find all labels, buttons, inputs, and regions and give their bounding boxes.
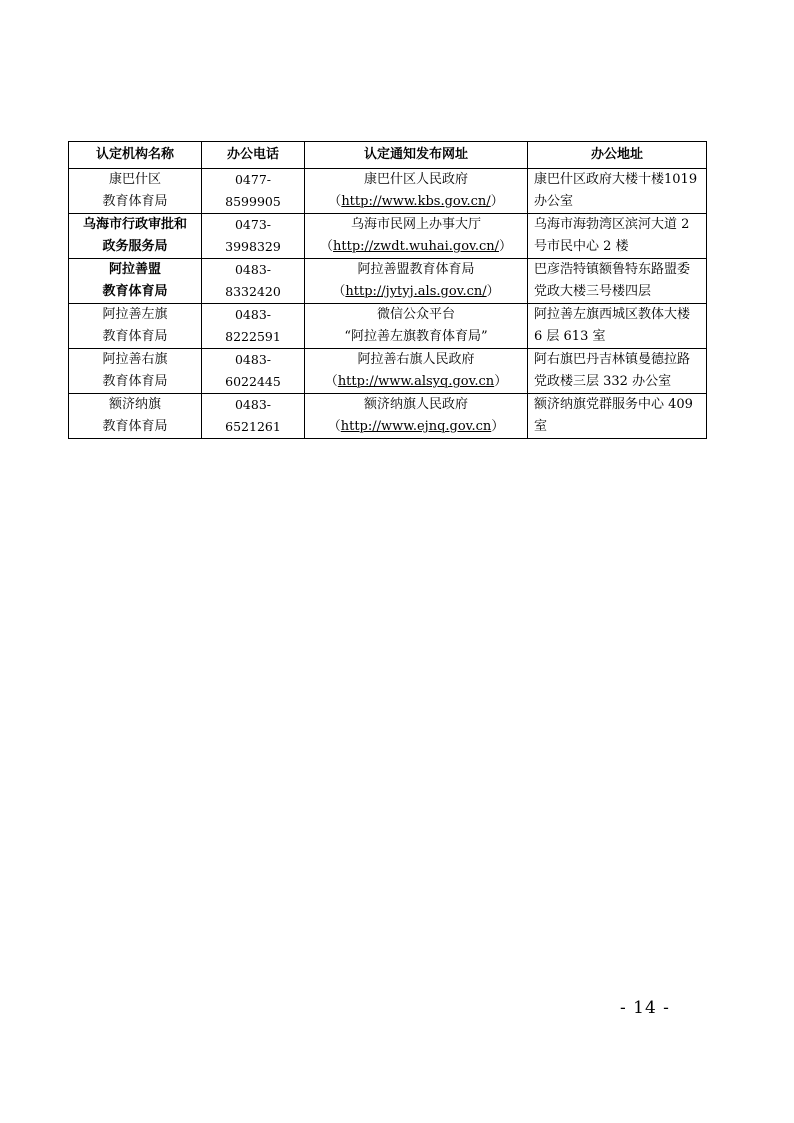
- agency-name-line: 乌海市行政审批和: [82, 217, 187, 232]
- header-notice-url: 认定通知发布网址: [305, 142, 528, 169]
- url-close-paren: ）: [486, 284, 500, 299]
- address-line: 号市民中心 2 楼: [534, 239, 629, 254]
- notice-url-link[interactable]: http://zwdt.wuhai.gov.cn/: [333, 239, 499, 254]
- address-line: 党政楼三层 332 办公室: [534, 374, 672, 389]
- agency-name-cell: [69, 349, 202, 394]
- url-open-paren: （: [320, 239, 334, 254]
- address-line: 额济纳旗党群服务中心 409: [534, 397, 693, 412]
- table-row: [69, 259, 707, 304]
- site-name-label: 微信公众平台: [376, 307, 455, 322]
- notice-url-cell: [305, 304, 528, 349]
- url-line: [311, 326, 521, 348]
- table-row: [69, 214, 707, 259]
- agency-name-line: 阿拉善盟: [108, 262, 161, 277]
- office-phone-cell: 0483-6022445: [202, 349, 305, 394]
- notice-url-link[interactable]: http://jytyj.als.gov.cn/: [345, 284, 487, 299]
- notice-url-cell: [305, 259, 528, 304]
- office-phone-cell: 0473-3998329: [202, 214, 305, 259]
- agency-name-line: 教育体育局: [102, 329, 168, 344]
- address-line: 康巴什区政府大楼十楼1019: [534, 172, 698, 187]
- office-address-cell: [528, 259, 707, 304]
- agency-name-line: 阿拉善右旗: [102, 352, 168, 367]
- address-line: 巴彦浩特镇额鲁特东路盟委: [534, 262, 691, 277]
- site-name-label: 额济纳旗人民政府: [363, 397, 468, 412]
- url-close-paren: ）: [491, 419, 505, 434]
- agency-name-line: 康巴什区: [108, 172, 161, 187]
- url-close-paren: ）: [490, 194, 504, 209]
- agency-name-cell: [69, 259, 202, 304]
- table-row: [69, 169, 707, 214]
- agency-name-line: 教育体育局: [102, 284, 168, 299]
- site-name-label: 阿拉善右旗人民政府: [357, 352, 475, 367]
- office-address-cell: [528, 394, 707, 439]
- office-address-cell: [528, 169, 707, 214]
- agency-name-cell: [69, 214, 202, 259]
- url-line: [311, 371, 521, 393]
- agency-name-line: 额济纳旗: [108, 397, 161, 412]
- url-line: [311, 236, 521, 258]
- address-line: 乌海市海勃湾区滨河大道 2: [534, 217, 690, 232]
- url-close-paren: ）: [494, 374, 508, 389]
- agency-name-line: 教育体育局: [102, 419, 168, 434]
- office-phone-cell: 0483-8332420: [202, 259, 305, 304]
- notice-url-link[interactable]: http://www.ejnq.gov.cn: [340, 419, 492, 434]
- office-address-cell: [528, 304, 707, 349]
- site-name-label: 乌海市民网上办事大厅: [350, 217, 481, 232]
- page-number: - 14 -: [620, 998, 670, 1018]
- agency-name-line: 阿拉善左旗: [102, 307, 168, 322]
- address-line: 办公室: [534, 194, 574, 209]
- address-line: 室: [534, 419, 548, 434]
- office-phone-cell: 0483-6521261: [202, 394, 305, 439]
- notice-url-cell: [305, 169, 528, 214]
- address-line: 6 层 613 室: [534, 329, 606, 344]
- table-header-row: [69, 142, 707, 169]
- notice-url-link[interactable]: http://www.kbs.gov.cn/: [341, 194, 491, 209]
- agency-name-line: 教育体育局: [102, 374, 168, 389]
- office-phone-cell: 0483-8222591: [202, 304, 305, 349]
- agency-name-cell: [69, 169, 202, 214]
- office-phone-cell: 0477-8599905: [202, 169, 305, 214]
- agency-name-cell: [69, 304, 202, 349]
- certification-agency-table: [68, 141, 707, 439]
- notice-url-cell: [305, 214, 528, 259]
- table-row: [69, 394, 707, 439]
- office-address-cell: [528, 214, 707, 259]
- url-line: [311, 191, 521, 213]
- header-office-phone: 办公电话: [202, 142, 305, 169]
- url-open-paren: （: [327, 419, 341, 434]
- table-row: [69, 349, 707, 394]
- notice-url-cell: [305, 349, 528, 394]
- notice-url-cell: [305, 394, 528, 439]
- wechat-account-name: “阿拉善左旗教育体育局”: [344, 329, 488, 344]
- address-line: 阿拉善左旗西城区教体大楼: [534, 307, 691, 322]
- office-address-cell: [528, 349, 707, 394]
- site-name-label: 康巴什区人民政府: [363, 172, 468, 187]
- agency-name-line: 教育体育局: [102, 194, 168, 209]
- url-open-paren: （: [328, 194, 342, 209]
- address-line: 阿右旗巴丹吉林镇曼德拉路: [534, 352, 691, 367]
- agency-name-line: 政务服务局: [102, 239, 168, 254]
- address-line: 党政大楼三号楼四层: [534, 284, 652, 299]
- url-close-paren: ）: [498, 239, 512, 254]
- table-row: [69, 304, 707, 349]
- agency-name-cell: [69, 394, 202, 439]
- url-line: [311, 416, 521, 438]
- notice-url-link[interactable]: http://www.alsyq.gov.cn: [337, 374, 495, 389]
- header-office-address: 办公地址: [528, 142, 707, 169]
- site-name-label: 阿拉善盟教育体育局: [357, 262, 475, 277]
- url-line: [311, 281, 521, 303]
- url-open-paren: （: [324, 374, 338, 389]
- url-open-paren: （: [332, 284, 346, 299]
- header-agency-name: 认定机构名称: [69, 142, 202, 169]
